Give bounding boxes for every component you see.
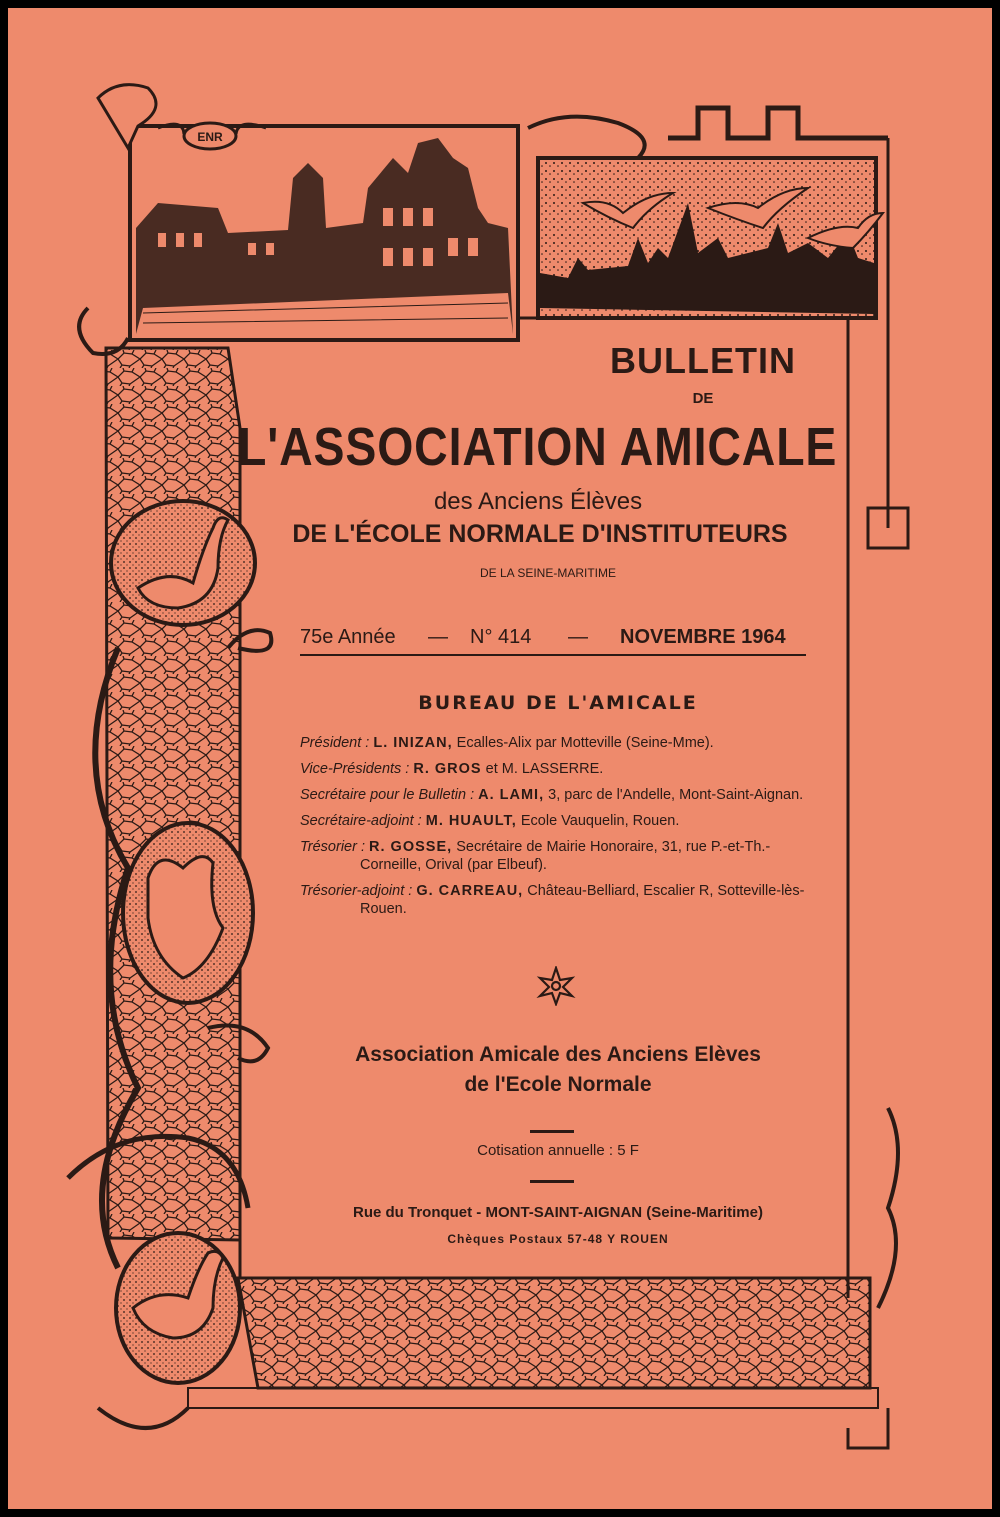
member-detail: Ecalles-Alix par Motteville (Seine-Mme). <box>456 735 714 751</box>
member-role: Trésorier : <box>300 839 365 855</box>
member-role: Vice-Présidents : <box>300 761 410 777</box>
emblem-text: ENR <box>197 130 223 144</box>
member-role: Secrétaire-adjoint : <box>300 813 422 829</box>
member-role: Président : <box>300 735 370 751</box>
title-de: DE <box>692 390 714 407</box>
issue-year: 75e Année <box>300 626 396 648</box>
member-role: Trésorier-adjoint : <box>300 883 413 899</box>
cotisation: Cotisation annuelle : 5 F <box>477 1142 639 1159</box>
postal-cheques: Chèques Postaux 57-48 Y ROUEN <box>447 1232 669 1246</box>
member-row <box>300 812 812 830</box>
bulletin-cover <box>8 8 992 1509</box>
member-detail: 3, parc de l'Andelle, Mont-Saint-Aignan. <box>548 787 804 803</box>
member-row <box>300 882 812 918</box>
star-ornament-icon <box>536 966 576 1006</box>
member-row <box>300 760 812 778</box>
subtitle-ecole: DE L'ÉCOLE NORMALE D'INSTITUTEURS <box>292 520 788 548</box>
member-detail: et M. LASSERRE. <box>485 761 604 777</box>
bureau-title: BUREAU DE L'AMICALE <box>418 692 698 714</box>
bureau-members <box>300 734 812 926</box>
member-role: Secrétaire pour le Bulletin : <box>300 787 475 803</box>
member-row <box>300 734 812 752</box>
issue-separator: — <box>568 626 588 648</box>
issue-line <box>300 620 806 656</box>
member-name: L. INIZAN, <box>373 735 453 751</box>
issue-separator: — <box>428 626 448 648</box>
member-name: G. CARREAU, <box>416 883 524 899</box>
association-line-2: de l'Ecole Normale <box>464 1073 652 1096</box>
association-line-1: Association Amicale des Anciens Elèves <box>355 1043 761 1066</box>
member-name: A. LAMI, <box>478 787 545 803</box>
member-detail: Ecole Vauquelin, Rouen. <box>520 813 680 829</box>
issue-number: N° 414 <box>470 626 532 648</box>
member-detail: Secrétaire de Mairie Honoraire, 31, rue P.-et-Th.-Corneille, Orival (par Elbeuf). <box>360 839 771 873</box>
divider <box>530 1130 574 1133</box>
member-name: R. GOSSE, <box>369 839 453 855</box>
title-bulletin: BULLETIN <box>610 340 796 381</box>
association-name <box>298 1040 818 1100</box>
member-row <box>300 786 812 804</box>
divider <box>530 1180 574 1183</box>
title-association: L'ASSOCIATION AMICALE <box>238 417 838 477</box>
address: Rue du Tronquet - MONT-SAINT-AIGNAN (Seine-Maritime) <box>352 1204 763 1221</box>
member-name: M. HUAULT, <box>425 813 517 829</box>
subtitle-region: DE LA SEINE-MARITIME <box>479 566 617 580</box>
issue-date: NOVEMBRE 1964 <box>620 626 786 648</box>
member-row <box>300 838 812 874</box>
member-name: R. GROS <box>413 761 482 777</box>
member-detail: Château-Belliard, Escalier R, Sotteville-lès-Rouen. <box>360 883 805 917</box>
subtitle-anciens: des Anciens Élèves <box>433 488 643 515</box>
